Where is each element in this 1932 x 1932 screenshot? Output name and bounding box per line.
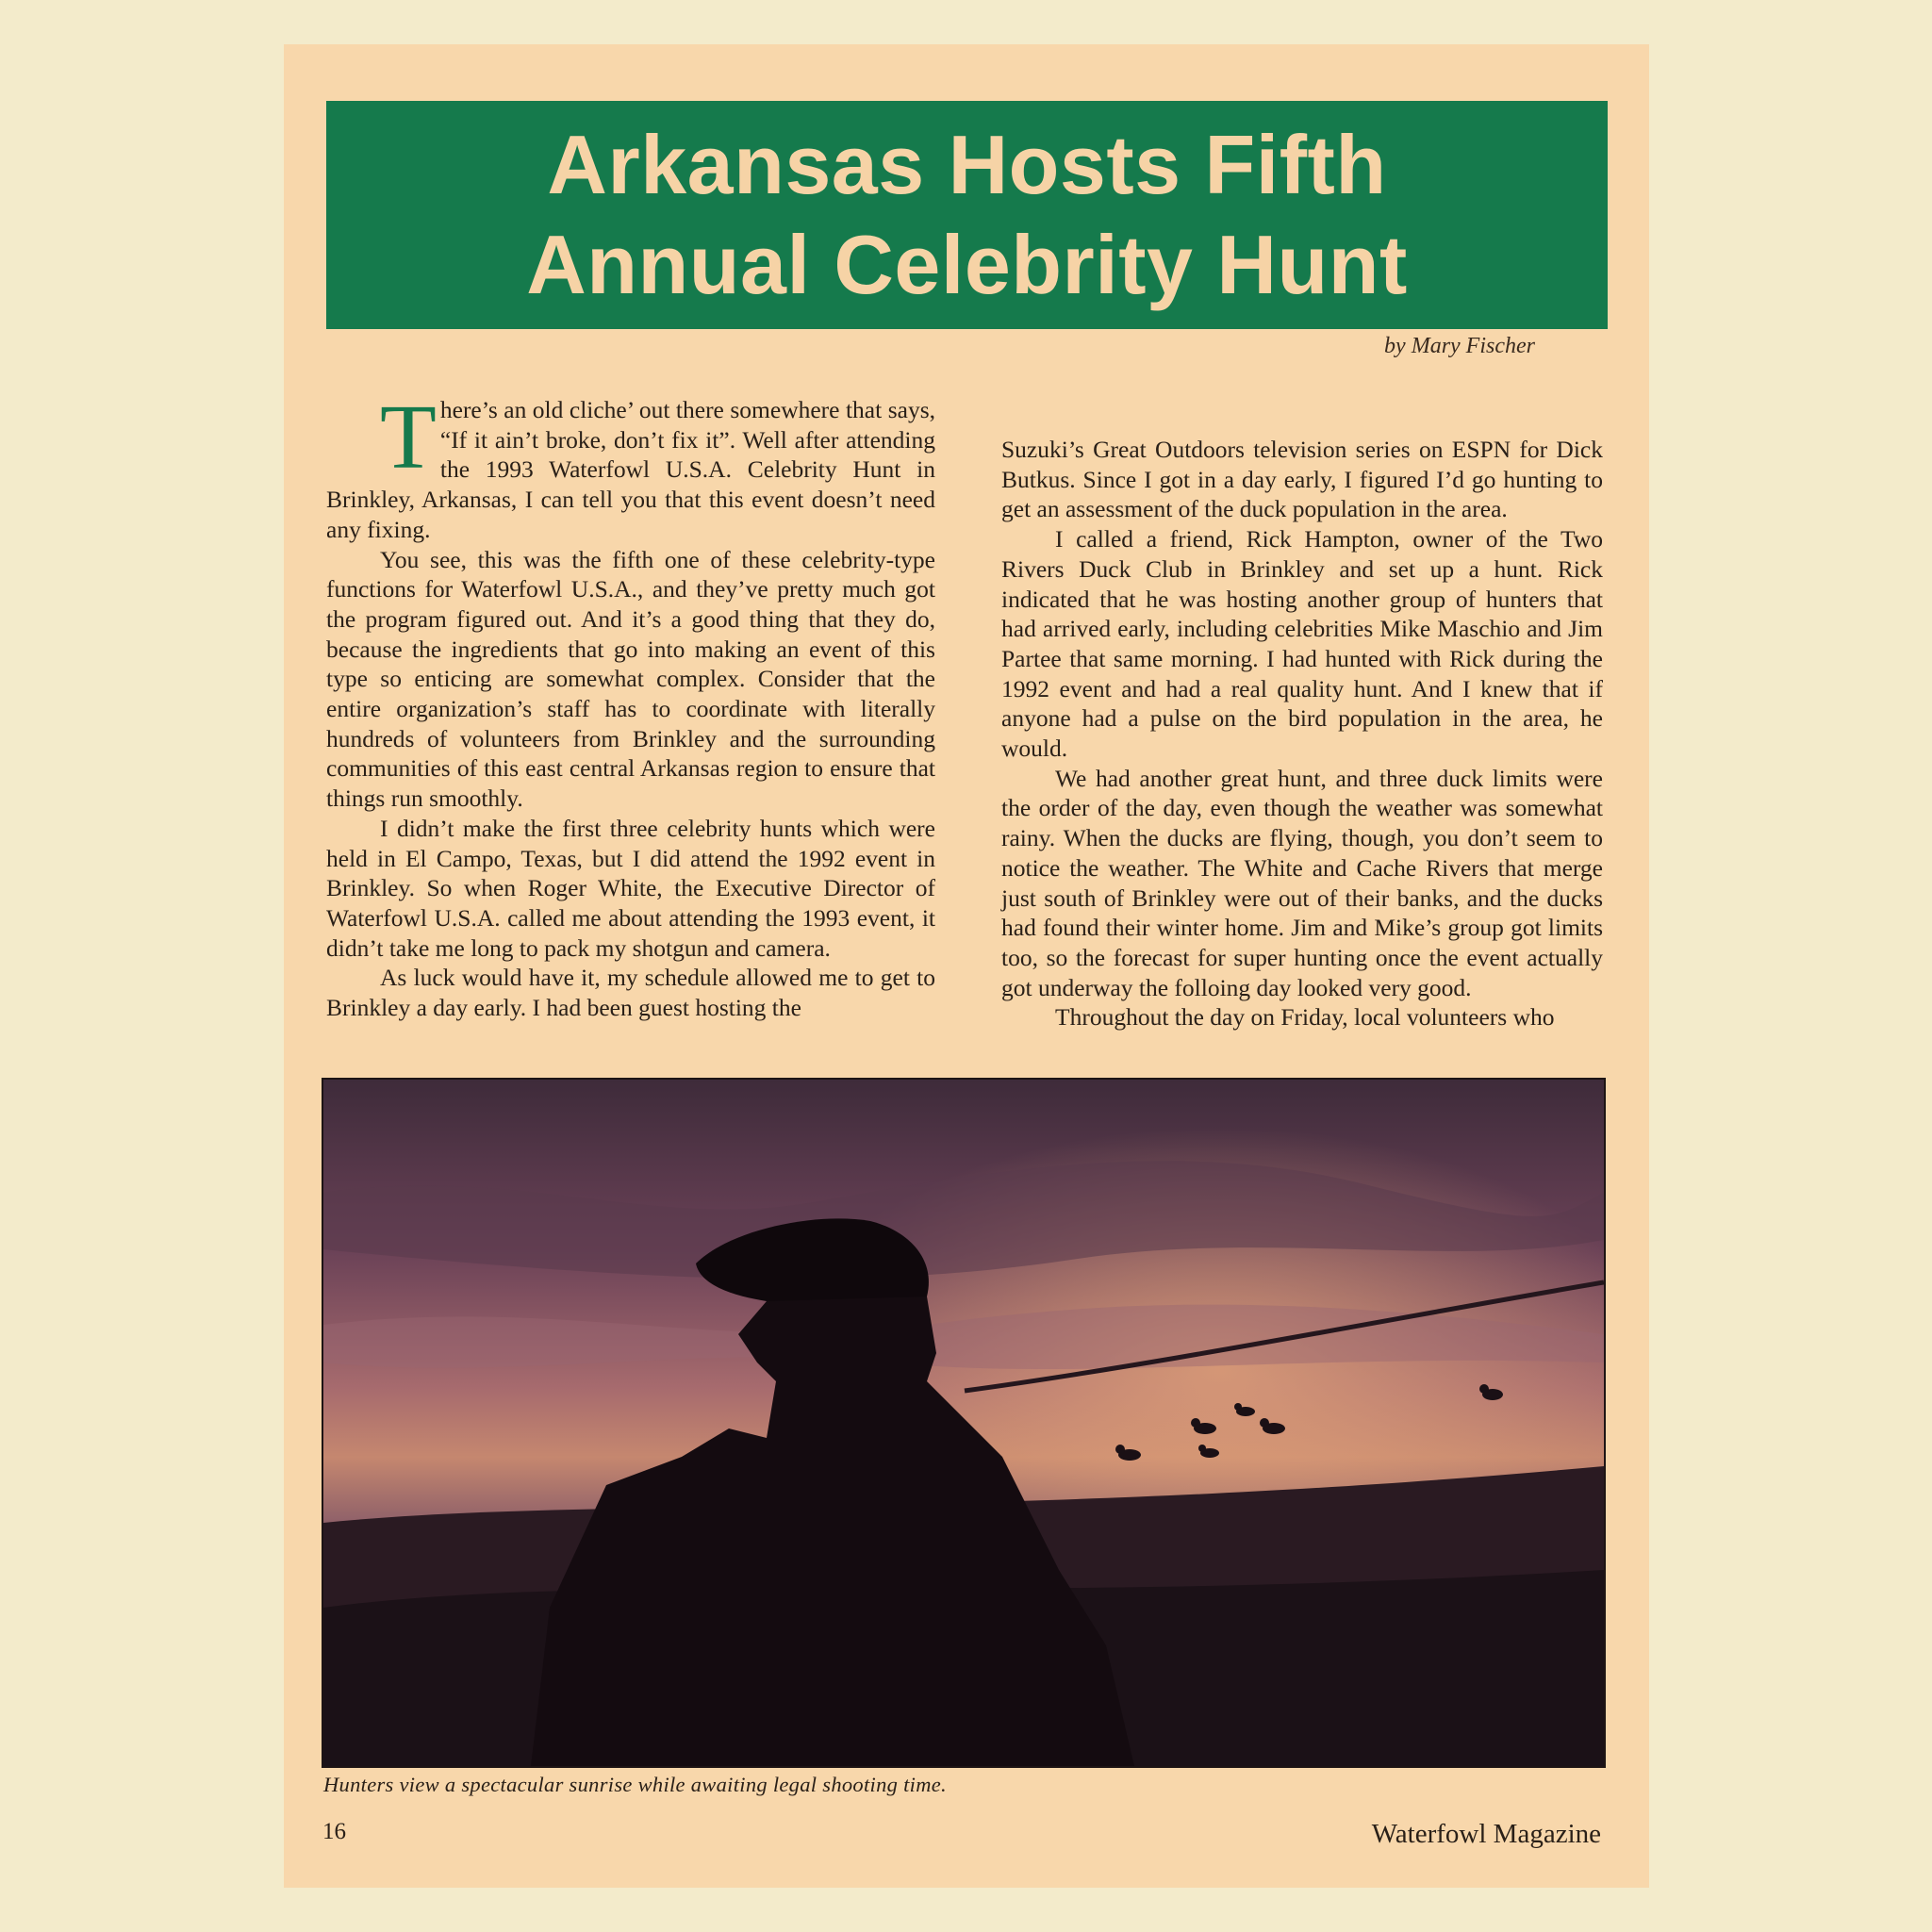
paragraph: I called a friend, Rick Hampton, owner of the Two Rivers Duck Club in Brinkley and set up a hunt. Rick indicated that he was hosting another group of hunters that had arrived early, including celebrities Mike Maschio and Jim Partee that same morning. I had hunted with Rick during the 1992 event and had a real quality hunt. And I knew that if anyone had a pulse on the bird population in the area, he would. [1001, 525, 1603, 763]
title-banner [326, 101, 1608, 329]
sunrise-hunters-photo [322, 1078, 1606, 1768]
page-number: 16 [322, 1819, 346, 1844]
article-title-line-2: Annual Celebrity Hunt [526, 218, 1408, 311]
photo-caption: Hunters view a spectacular sunrise while awaiting legal shooting time. [323, 1773, 947, 1796]
magazine-page [284, 44, 1649, 1888]
byline: by Mary Fischer [1384, 334, 1535, 358]
paragraph: As luck would have it, my schedule allowed me to get to Brinkley a day early. I had been guest hosting the [326, 964, 935, 1022]
paragraph: I didn’t make the first three celebrity hunts which were held in El Campo, Texas, but I did attend the 1992 event in Brinkley. So when Roger White, the Executive Director of Waterfowl U.S.A. called me about attending the 1993 event, it didn’t take me long to pack my shotgun and camera. [326, 814, 935, 962]
article-title-line-1: Arkansas Hosts Fifth [547, 118, 1387, 211]
magazine-name: Waterfowl Magazine [1371, 1819, 1601, 1849]
paragraph: here’s an old cliche’ out there somewhere that says, “If it ain’t broke, don’t fix it”. Well after attending the 1993 Waterfowl U.S.A. Celebrity Hunt in Brinkley, Arkansas, I can tell you that this event doesn’t need any fixing. [326, 396, 935, 543]
paragraph: Suzuki’s Great Outdoors television series on ESPN for Dick Butkus. Since I got in a day early, I figured I’d go hunting to get an assessment of the duck population in the area. [1001, 436, 1603, 523]
drop-cap: T [380, 387, 437, 488]
paragraph: Throughout the day on Friday, local volunteers who [1055, 1003, 1555, 1032]
paragraph: You see, this was the fifth one of these celebrity-type functions for Waterfowl U.S.A., and they’ve pretty much got the program figured out. And it’s a good thing that they do, because the ingredients that go into making an event of this type so enticing are somewhat complex. Consider that the entire organization’s staff has to coordinate with literally hundreds of volunteers from Brinkley and the surrounding communities of this east central Arkansas region to ensure that things run smoothly. [326, 545, 935, 813]
right-column [1001, 435, 1603, 1032]
paragraph: We had another great hunt, and three duck limits were the order of the day, even though the weather was somewhat rainy. When the ducks are flying, though, you don’t seem to notice the weather. The White and Cache Rivers that merge just south of Brinkley were out of their banks, and the ducks had found their winter home. Jim and Mike’s group got limits too, so the forecast for super hunting once the event actually got underway the folloing day looked very good. [1001, 764, 1603, 1001]
left-column [326, 387, 935, 1023]
